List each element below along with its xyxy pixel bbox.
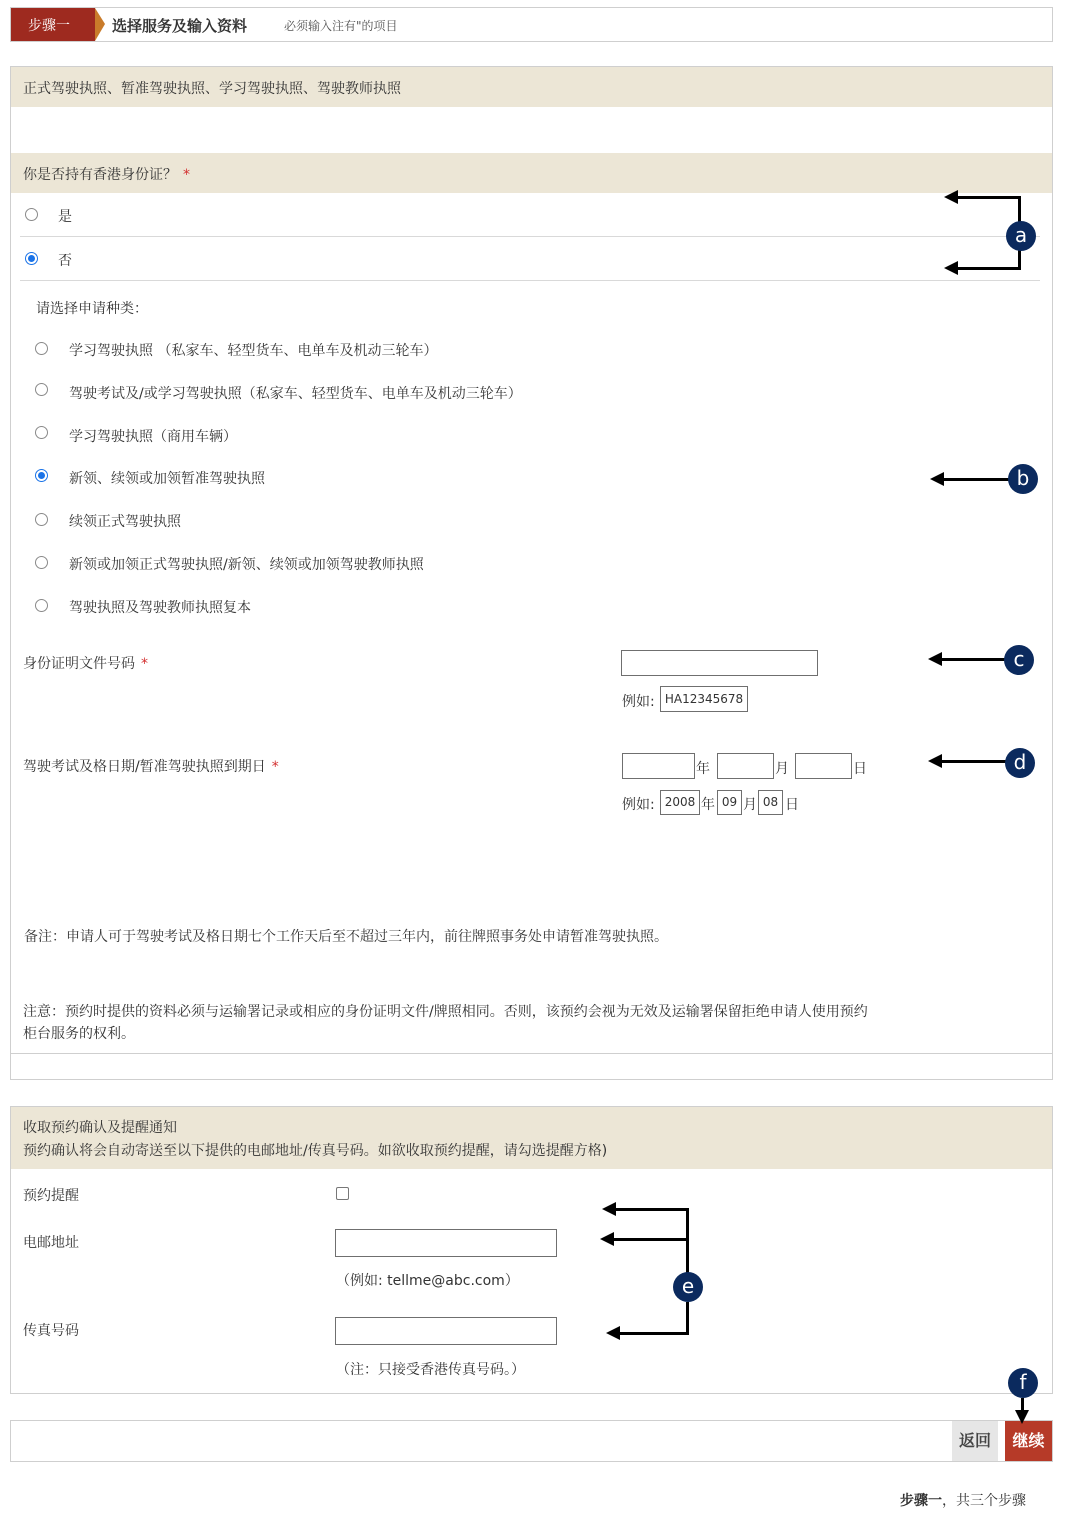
step-progress: 步骤一，共三个步骤 [900, 1493, 1026, 1509]
arrow-line [942, 760, 1008, 763]
arrowhead [1015, 1410, 1029, 1424]
arrowhead [600, 1232, 614, 1246]
app-type-radio-4[interactable] [35, 469, 48, 482]
notification-heading: 收取预约确认及提醒通知 [23, 1120, 177, 1136]
arrow-line [958, 196, 1020, 199]
date-example-month-unit: 月 [743, 797, 757, 813]
app-type-radio-6[interactable] [35, 556, 48, 569]
date-field-label: 驾驶考试及格日期/暂准驾驶执照到期日 * [23, 759, 279, 775]
email-input[interactable] [335, 1229, 557, 1257]
arrow-line [686, 1208, 689, 1273]
arrow-line [616, 1208, 688, 1211]
app-type-label-3: 学习驾驶执照（商用车辆） [69, 429, 237, 445]
reminder-label: 预约提醒 [23, 1188, 79, 1204]
fax-hint: （注：只接受香港传真号码。） [336, 1362, 525, 1378]
back-button[interactable]: 返回 [952, 1421, 998, 1461]
app-type-label-1: 学习驾驶执照 （私家车、轻型货车、电单车及机动三轮车） [69, 343, 438, 359]
marker-a: a [1006, 221, 1036, 251]
arrowhead [944, 261, 958, 275]
hkid-question-label: 你是否持有香港身份证？ * [23, 167, 190, 183]
date-example-year-unit: 年 [701, 797, 715, 813]
arrow-line [942, 658, 1008, 661]
id-number-label: 身份证明文件号码 * [23, 656, 148, 672]
app-type-label-5: 续领正式驾驶执照 [69, 514, 181, 530]
arrow-line [1018, 196, 1021, 222]
app-type-label-4: 新领、续领或加领暂准驾驶执照 [69, 471, 265, 487]
marker-f: f [1008, 1368, 1038, 1398]
app-type-radio-3[interactable] [35, 426, 48, 439]
marker-b: b [1008, 464, 1038, 494]
arrowhead [602, 1202, 616, 1216]
button-bar [10, 1420, 1053, 1462]
step-label: 步骤一 [28, 18, 70, 34]
app-type-label-6: 新领或加领正式驾驶执照/新领、续领或加领驾驶教师执照 [69, 557, 424, 573]
arrowhead [930, 472, 944, 486]
date-example-day: 08 [758, 790, 783, 815]
arrow-line [614, 1238, 688, 1241]
app-type-label-2: 驾驶考试及/或学习驾驶执照（私家车、轻型货车、电单车及机动三轮车） [69, 386, 522, 402]
caution-text-line2: 柜台服务的权利。 [23, 1026, 135, 1042]
day-unit: 日 [853, 761, 867, 777]
arrow-line [958, 267, 1020, 270]
step-tab-arrow [95, 8, 105, 41]
id-number-input[interactable] [621, 650, 818, 676]
email-label: 电邮地址 [23, 1235, 79, 1251]
app-type-radio-5[interactable] [35, 513, 48, 526]
marker-d: d [1005, 748, 1035, 778]
divider [11, 1053, 1052, 1054]
arrowhead [606, 1326, 620, 1340]
id-example-value: HA12345678 [660, 686, 748, 712]
fax-label: 传真号码 [23, 1323, 79, 1339]
divider [20, 236, 1040, 237]
caution-text-line1: 注意：预约时提供的资料必须与运输署记录或相应的身份证明文件/牌照相同。否则，该预约会视为无效及运输署保留拒绝申请人使用预约 [23, 1004, 868, 1020]
marker-c: c [1004, 645, 1034, 675]
date-example-label: 例如: [622, 797, 655, 813]
step-note: 必须输入注有"的项目 [284, 19, 398, 33]
reminder-checkbox[interactable] [336, 1187, 349, 1200]
arrowhead [928, 754, 942, 768]
date-example-month: 09 [717, 790, 742, 815]
step-title: 选择服务及输入资料 [112, 17, 248, 35]
year-unit: 年 [696, 761, 710, 777]
arrow-line [944, 478, 1010, 481]
notification-subheading: 预约确认将会自动寄送至以下提供的电邮地址/传真号码。如欲收取预约提醒，请勾选提醒方格) [23, 1143, 608, 1159]
marker-e: e [673, 1272, 703, 1302]
hkid-no-label: 否 [58, 253, 72, 269]
month-unit: 月 [775, 761, 789, 777]
email-hint: （例如: tellme@abc.com） [336, 1273, 519, 1289]
divider [20, 280, 1040, 281]
app-type-radio-7[interactable] [35, 599, 48, 612]
continue-button[interactable]: 继续 [1005, 1421, 1052, 1461]
app-type-radio-1[interactable] [35, 342, 48, 355]
date-example-year: 2008 [660, 790, 700, 815]
remark-text: 备注：申请人可于驾驶考试及格日期七个工作天后至不超过三年内，前往牌照事务处申请暂准驾驶执照。 [24, 929, 668, 945]
app-type-radio-2[interactable] [35, 383, 48, 396]
app-type-label-7: 驾驶执照及驾驶教师执照复本 [69, 600, 251, 616]
date-day-input[interactable] [795, 753, 852, 779]
hkid-yes-radio[interactable] [25, 208, 38, 221]
fax-input[interactable] [335, 1317, 557, 1345]
license-section-heading: 正式驾驶执照、暂准驾驶执照、学习驾驶执照、驾驶教师执照 [23, 81, 401, 97]
arrow-line [620, 1332, 689, 1335]
date-year-input[interactable] [622, 753, 695, 779]
application-type-label: 请选择申请种类： [36, 301, 148, 317]
id-example-label: 例如: [622, 694, 655, 710]
hkid-yes-label: 是 [58, 209, 72, 225]
date-example-day-unit: 日 [785, 797, 799, 813]
arrowhead [928, 652, 942, 666]
date-month-input[interactable] [717, 753, 774, 779]
arrowhead [944, 190, 958, 204]
hkid-no-radio[interactable] [25, 252, 38, 265]
arrow-line [686, 1302, 689, 1335]
